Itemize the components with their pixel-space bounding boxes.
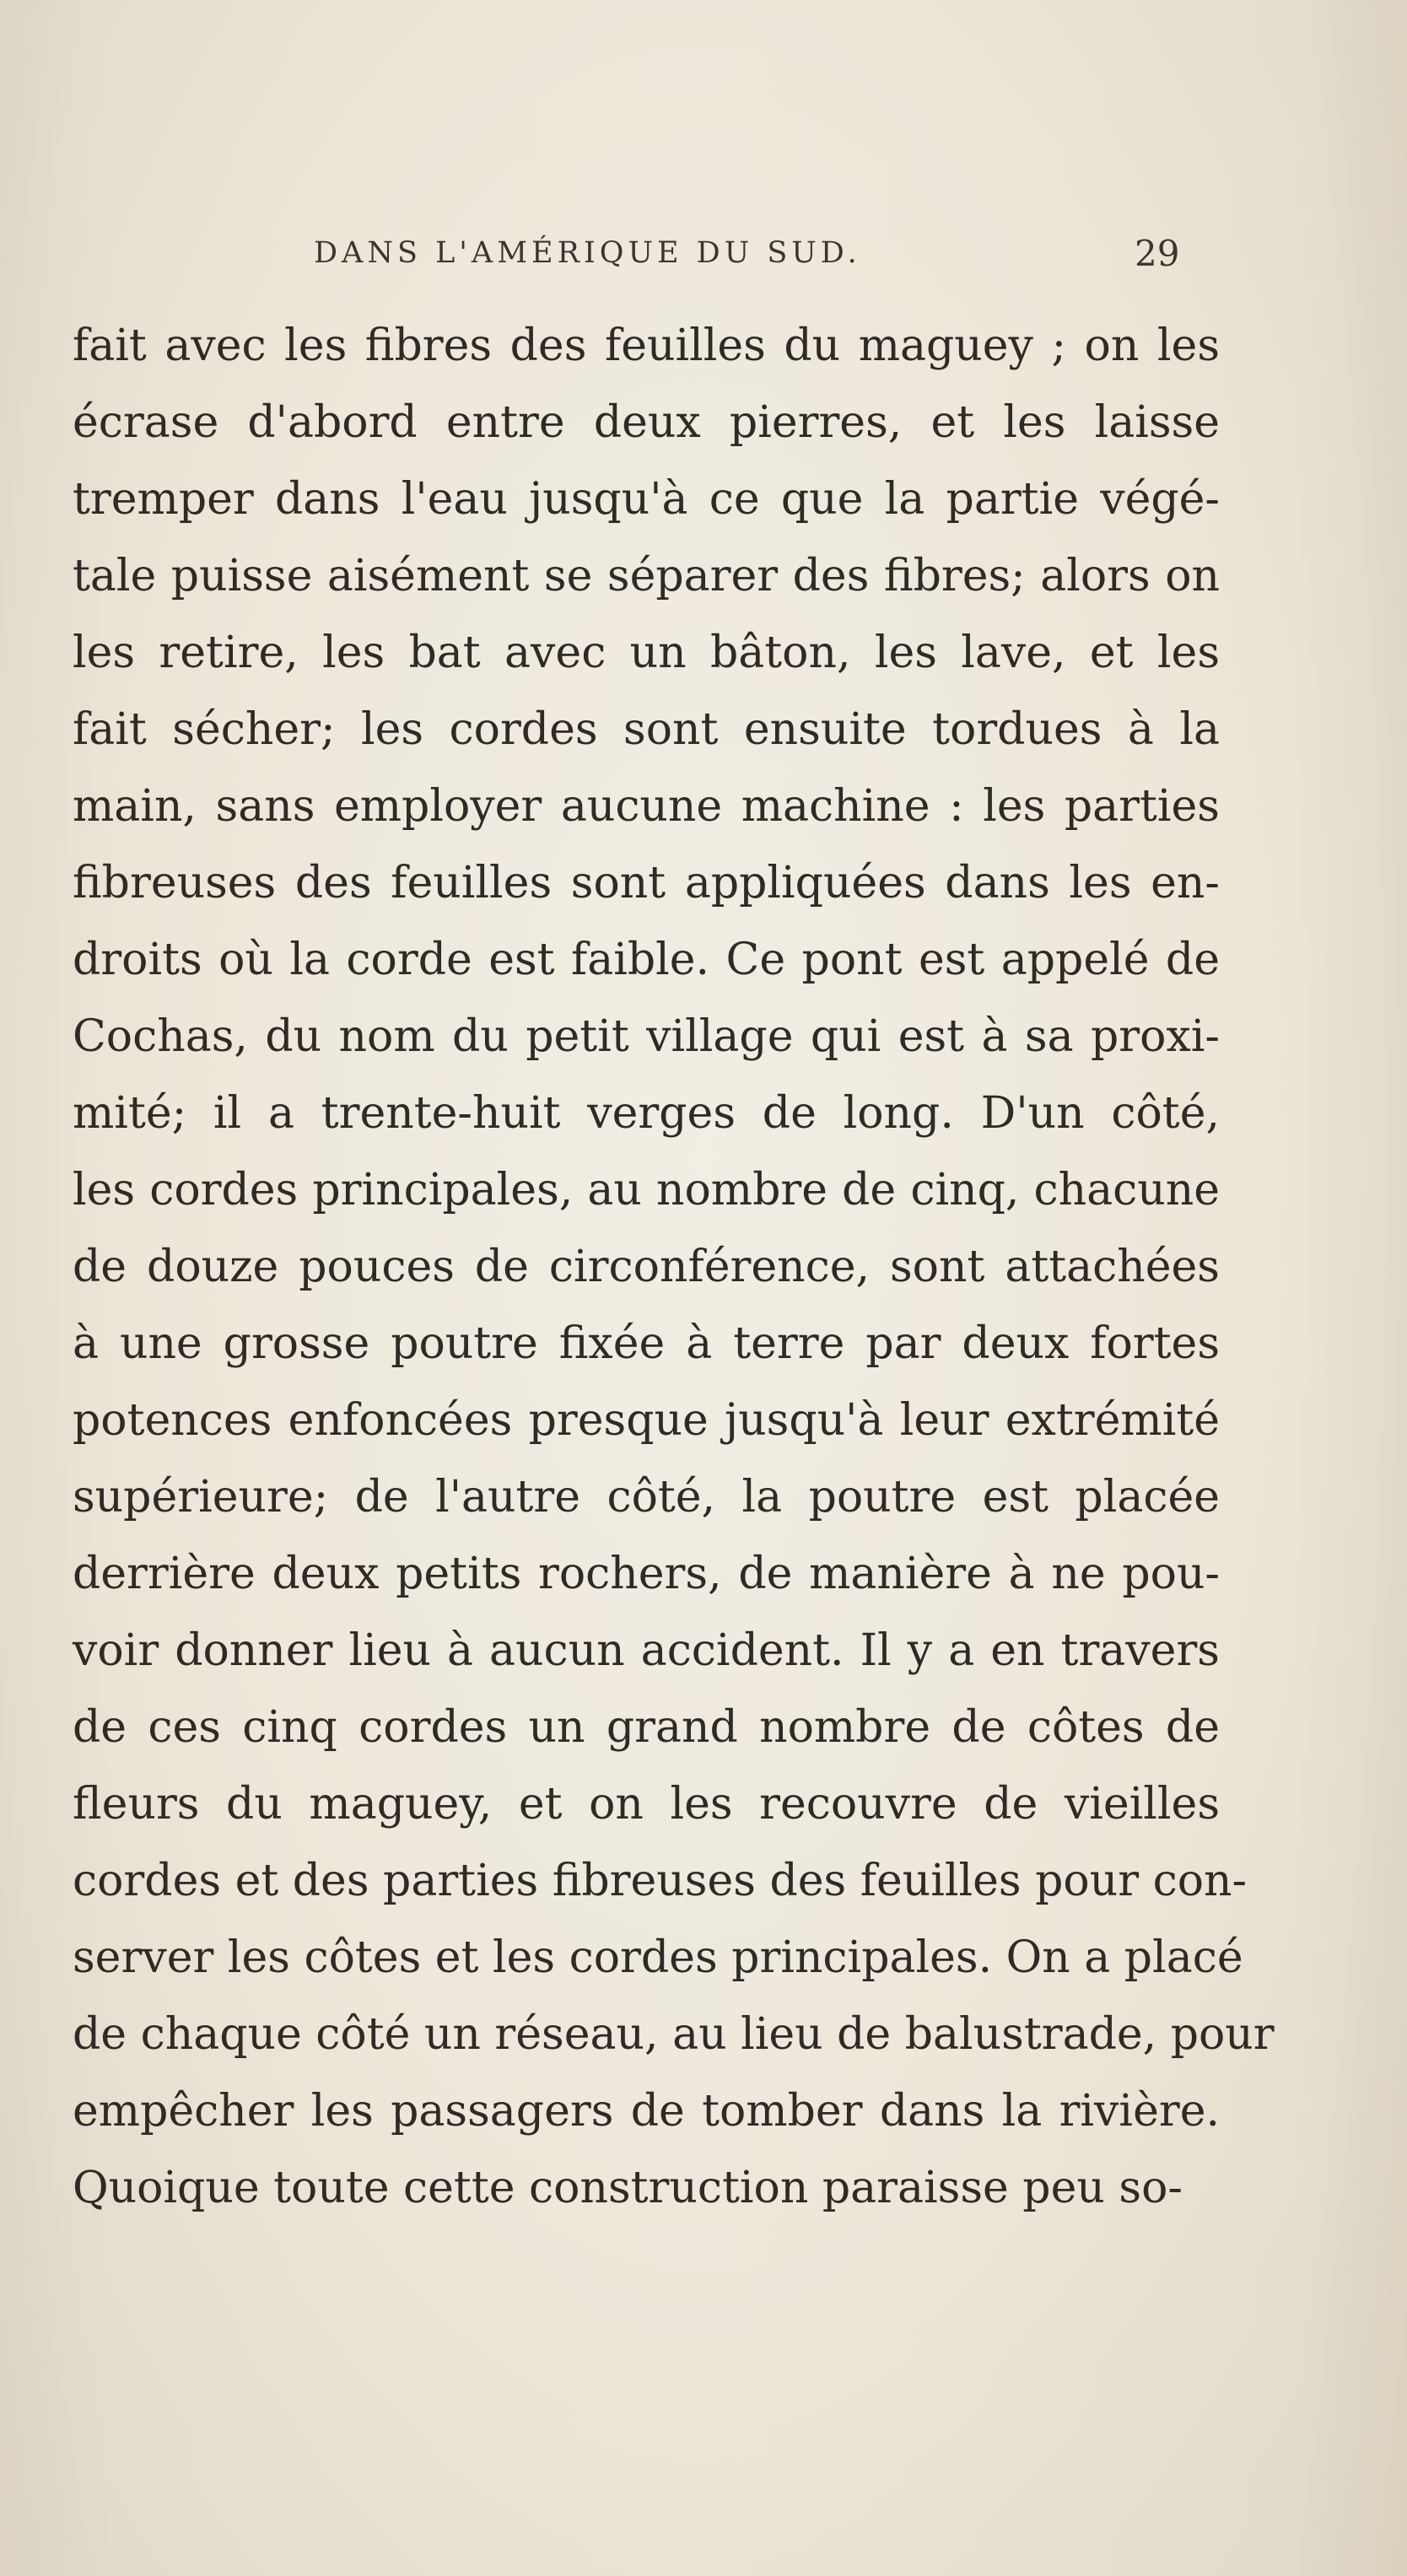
text-line: mité; il a trente-huit verges de long. D'un côté,: [73, 1088, 1220, 1139]
text-line: de chaque côté un réseau, au lieu de balustrade, pour: [73, 2009, 1275, 2060]
text-line: empêcher les passagers de tomber dans la rivière.: [73, 2086, 1220, 2137]
text-line: server les côtes et les cordes principales. On a placé: [73, 1932, 1243, 1983]
text-line: à une grosse poutre fixée à terre par deux fortes: [73, 1318, 1220, 1369]
text-line: supérieure; de l'autre côté, la poutre est placée: [73, 1472, 1220, 1522]
text-line: derrière deux petits rochers, de manière à ne pou-: [73, 1549, 1220, 1599]
text-line: Quoique toute cette construction paraisse peu so-: [73, 2163, 1183, 2213]
text-line: fibreuses des feuilles sont appliquées dans les en-: [73, 858, 1220, 908]
text-line: fait sécher; les cordes sont ensuite tordues à la: [73, 704, 1220, 755]
running-head: [0, 233, 1407, 278]
text-line: main, sans employer aucune machine : les parties: [73, 781, 1220, 832]
text-line: écrase d'abord entre deux pierres, et les laisse: [73, 397, 1220, 448]
text-line: les retire, les bat avec un bâton, les lave, et les: [73, 628, 1220, 678]
running-title: DANS L'AMÉRIQUE DU SUD.: [314, 236, 861, 270]
page-number: 29: [1135, 233, 1180, 274]
text-line: fait avec les fibres des feuilles du maguey ; on les: [73, 321, 1220, 371]
text-line: potences enfoncées presque jusqu'à leur extrémité: [73, 1395, 1220, 1446]
text-line: droits où la corde est faible. Ce pont est appelé de: [73, 935, 1220, 985]
text-line: tremper dans l'eau jusqu'à ce que la partie végé-: [73, 474, 1220, 525]
text-line: de douze pouces de circonférence, sont attachées: [73, 1242, 1220, 1292]
text-line: tale puisse aisément se séparer des fibres; alors on: [73, 551, 1220, 601]
text-line: Cochas, du nom du petit village qui est à sa proxi-: [73, 1011, 1220, 1062]
text-line: les cordes principales, au nombre de cinq, chacune: [73, 1165, 1220, 1215]
text-line: voir donner lieu à aucun accident. Il y a en travers: [73, 1625, 1220, 1676]
body-text: [73, 308, 1275, 2227]
text-line: cordes et des parties fibreuses des feuilles pour con-: [73, 1856, 1248, 1906]
text-line: fleurs du maguey, et on les recouvre de vieilles: [73, 1779, 1220, 1830]
text-line: de ces cinq cordes un grand nombre de côtes de: [73, 1702, 1220, 1753]
